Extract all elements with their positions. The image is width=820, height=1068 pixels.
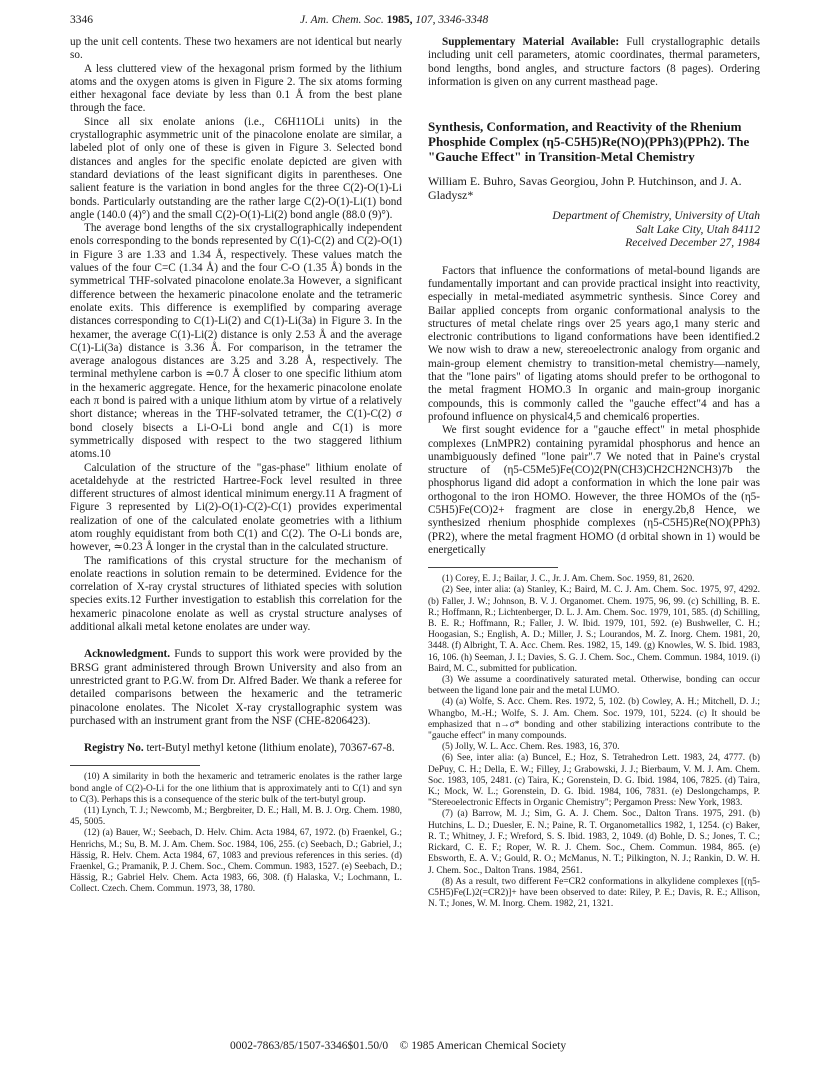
footnote: (8) As a result, two different Fe=CR2 conformations in alkylidene complexes [(η5-C5H5)Fe(L)2(=CR2)]+ have been observed to date: Riley, P. E.; Davis, R. E.; Allison, N. T.; Jones, W. M. Inorg. Chem. 1982, 21, 1321. xyxy=(428,876,760,910)
registry-numbers xyxy=(70,742,402,755)
author-list: William E. Buhro, Savas Georgiou, John P. Hutchinson, and J. A. Gladysz* xyxy=(428,174,742,203)
footnote: (3) We assume a coordinatively saturated metal. Otherwise, bonding can occur between the ligand lone pair and the metal LUMO. xyxy=(428,675,760,697)
body-paragraph: A less cluttered view of the hexagonal prism formed by the lithium atoms and the oxygen atoms is given in Figure 2. The six atoms forming either hexagonal face deviate by less than 0.1 Å from the best plane through the face. xyxy=(70,62,402,115)
footnotes-right xyxy=(428,574,760,910)
running-header xyxy=(70,14,770,30)
body-paragraph: We first sought evidence for a "gauche effect" in metal phosphide complexes (LnMPR2) containing pyramidal phosphorus and hence an unambiguously defined "lone pair".7 We noted that in Paine's crystal structure of (η5-C5Me5)Fe(CO)2(PN(CH3)CH2CH2NCH3)7b the phosphorus ligand did adopt a conformation in which the lone pair was orthogonal to the iron HOMO. However, the three HOMOs of the (η5-C5H5)Fe(CO)2+ fragment are close in energy.2b,8 Hence, we synthesized rhenium phosphide complexes (η5-C5H5)Re(NO)(PPh3)(PR2), where the metal fragment HOMO (d orbital shown in 1) would be energetically xyxy=(428,424,760,556)
footnote: (6) See, inter alia: (a) Buncel, E.; Hoz, S. Tetrahedron Lett. 1983, 24, 4777. (b) DePuy, C. H.; Della, E. W.; Filley, J.; Grabowski, J. J.; Bierbaum, V. M. J. Am. Chem. Soc. 1983, 105, 2481. (c) Taira, K.; Gorenstein, D. G. Ibid. 1984, 106, 7825. (d) Taira, K.; Mock, W. L.; Gorenstein, D. G. Ibid. 1984, 106, 7831. (e) Deslongchamps, P. "Stereoelectronic Effects in Organic Chemistry"; Pergamon Press: New York, 1983. xyxy=(428,753,760,809)
affiliation-city: Salt Lake City, Utah 84112 xyxy=(635,223,760,236)
copyright-notice: © 1985 American Chemical Society xyxy=(399,1040,567,1052)
footnote: (4) (a) Wolfe, S. Acc. Chem. Res. 1972, 5, 102. (b) Cowley, A. H.; Mitchell, D. J.; Whangbo, M.-H.; Wolfe, S. J. Am. Chem. Soc. 1979, 101, 5224. (c) It should be emphasized that n→σ* bonding and other stabilizing interactions contribute to the "gauche effect" in many compounds. xyxy=(428,697,760,742)
supplementary-label: Supplementary Material Available: xyxy=(442,36,620,48)
body-paragraph: The ramifications of this crystal structure for the mechanism of enolate reactions in solution remain to be determined. Evidence for the correlation of X-ray crystal structures of lithiated species with solution species exits.12 Further investigation to establish this correlation for the hexameric pinacolone enolate as well as crystal structure analyses of additional alkali metal ketone enolates are under way. xyxy=(70,554,402,634)
right-column xyxy=(428,36,760,910)
footnote-rule xyxy=(428,567,558,568)
affiliation xyxy=(428,210,760,237)
footnote-rule xyxy=(70,765,200,766)
footnote: (11) Lynch, T. J.; Newcomb, M.; Bergbreiter, D. E.; Hall, M. B. J. Org. Chem. 1980, 45, 5005. xyxy=(70,806,402,828)
journal-volume-pages: 107, 3346-3348 xyxy=(415,14,489,26)
footnote: (2) See, inter alia: (a) Stanley, K.; Baird, M. C. J. Am. Chem. Soc. 1975, 97, 4292. (b) Faller, J. W.; Johnson, B. V. J. Organomet. Chem. 1975, 96, 99. (c) Schilling, B. E. R.; Hoffmann, R.; Lichtenberger, D. L. J. Am. Chem. Soc. 1979, 101, 585. (d) Schilling, B. E. R.; Hoffmann, R.; Faller, J. W. Ibid. 1979, 101, 592. (e) Bushweller, C. H.; Hoogasian, S.; English, A. D.; Miller, J. S.; Lourandos, M. Z. Inorg. Chem. 1981, 20, 3448. (f) Albright, T. A. Acc. Chem. Res. 1982, 15, 149. (g) Knowles, W. S. Ibid. 1983, 16, 106. (h) Seeman, J. I.; Davies, S. G. J. Chem. Soc., Chem. Commun. 1984, 1019. (i) Baird, M. C., submitted for publication. xyxy=(428,585,760,674)
journal-name: J. Am. Chem. Soc. xyxy=(300,14,384,26)
affiliation-department: Department of Chemistry, University of Utah xyxy=(552,210,760,223)
article-title: Synthesis, Conformation, and Reactivity of the Rhenium Phosphide Complex (η5-C5H5)Re(NO)(PPh3)(PPh2). The "Gauche Effect" in Transition-Metal Chemistry xyxy=(428,119,750,165)
footnote: (12) (a) Bauer, W.; Seebach, D. Helv. Chim. Acta 1984, 67, 1972. (b) Fraenkel, G.; Henrichs, M.; Su, B. M. J. Am. Chem. Soc. 1984, 106, 255. (c) Seebach, D.; Gabriel, J.; Hässig, R. Helv. Chem. Acta 1984, 67, 1083 and previous references in this series. (d) Fraenkel, G.; Pramanik, P. J. Chem. Soc., Chem. Commun. 1983, 1527. (e) Seebach, D.; Hässig, R.; Gabriel Helv. Chem. Acta 1983, 66, 308. (f) Halaska, V.; Lochmann, L. Collect. Czech. Chem. Commun. 1973, 38, 1780. xyxy=(70,828,402,895)
page-number: 3346 xyxy=(70,14,93,26)
body-paragraph: Since all six enolate anions (i.e., C6H11OLi units) in the crystallographic asymmetric unit of the pinacolone enolate are similar, a labeled plot of only one of these is given in Figure 3. Selected bond distances and angles for the specific enolate depicted are given with standard deviations of the least significant digits in parentheses. One salient feature is the variation in bond angles for the three C(2)-O(1)-Li bonds. Particularly outstanding are the rather large C(2)-O(1)-Li(1) bond angle (140.0 (4)°) and the small C(2)-O(1)-Li(2) bond angle (88.0 (9)°). xyxy=(70,115,402,221)
footnote: (7) (a) Barrow, M. J.; Sim, G. A. J. Chem. Soc., Dalton Trans. 1975, 291. (b) Hutchins, L. D.; Duesler, E. N.; Paine, R. T. Organometallics 1982, 1, 1254. (c) Baker, R. T.; Whitney, J. F.; Wreford, S. S. Ibid. 1983, 2, 1049. (d) Bohle, D. S.; Jones, T. C.; Rickard, C. E. F.; Roper, W. R. J. Chem. Soc., Chem. Commun. 1984, 865. (e) Ebsworth, E. A. V.; Gould, R. O.; McManus, N. T.; Pilkington, N. J.; Rankin, D. W. H. J. Chem. Soc., Dalton Trans. 1984, 2561. xyxy=(428,809,760,876)
footnotes-left xyxy=(70,772,402,895)
journal-reference xyxy=(300,14,488,26)
acknowledgment-text: Funds to support this work were provided by the BRSG grant administered through Brown University and also from an unrestricted grant to P.G.W. from Dr. Alfred Bader. We thank a referee for detailed comparisons between the hexameric and the tetrameric pinacolone enolates. The Nicolet X-ray crystallographic system was purchased with an instrument grant from the NSF (CHE-8206423). xyxy=(70,648,403,727)
received-date: Received December 27, 1984 xyxy=(625,237,760,250)
acknowledgment-label: Acknowledgment. xyxy=(84,648,171,661)
footnote: (5) Jolly, W. L. Acc. Chem. Res. 1983, 16, 370. xyxy=(442,742,620,753)
body-paragraph: up the unit cell contents. These two hexamers are not identical but nearly so. xyxy=(70,36,402,62)
registry-text: tert-Butyl methyl ketone (lithium enolate), 70367-67-8. xyxy=(146,742,395,755)
journal-year: 1985, xyxy=(386,14,413,26)
page-footer xyxy=(230,1040,630,1052)
footnote: (10) A similarity in both the hexameric and tetrameric enolates is the rather large bond angle of C(2)-O-Li for the one lithium that is approximately anti to C(1) and syn to C(3). Perhaps this is a consequence of the steric bulk of the tert-butyl group. xyxy=(70,772,402,805)
supplementary-material xyxy=(428,36,760,89)
supplementary-text: Full crystallographic details including unit cell parameters, atomic coordinates, thermal parameters, bond lengths, bond angles, and structure factors (8 pages). Ordering information is given on any current masthead page. xyxy=(428,36,760,88)
article-code: 0002-7863/85/1507-3346$01.50/0 xyxy=(230,1040,389,1052)
footnote: (1) Corey, E. J.; Bailar, J. C., Jr. J. Am. Chem. Soc. 1959, 81, 2620. xyxy=(442,574,695,585)
body-paragraph: Calculation of the structure of the "gas-phase" lithium enolate of acetaldehyde at the restricted Hartree-Fock level resulted in three different structures of almost identical minimum energy.11 A fragment of Figure 3 represented by Li(2)-O(1)-C(2)-C(1) provides experimental realization of one of the calculated enolate geometries with a lithium atom roughly equidistant from both C(1) and C(2). The O-Li bonds are, however, ≃0.23 Å longer in the crystal than in the calculated structure. xyxy=(70,461,402,554)
body-paragraph: The average bond lengths of the six crystallographically independent enols corresponding to the bonds represented by C(1)-C(2) and C(2)-O(1) in Figure 3 are 1.33 and 1.34 Å, respectively. These values match the values of the four C=C (1.34 Å) and the four C-O (1.35 Å) bonds in the symmetrical THF-solvated pinacolone enolate.3a However, a significant difference between the hexameric pinacolone enolate and the tetrameric enolate exits. This difference is exemplified by comparing average distances corresponding to C(1)-Li(2) and C(1)-Li(3a) in Figure 3. In the hexamer, the average C(1)-Li(2) distance is only 2.53 Å and the average C(1)-Li(3a) distance is 3.36 Å. For comparison, in the tetramer the average analogous distances are 3.25 and 3.28 Å, respectively. The terminal methylene carbon is ≃0.7 Å closer to one specific lithium atom in the hexameric aggregate. Hence, for the hexameric pinacolone enolate each π bond is paired with a unique lithium atom by virtue of a relatively short distance; whereas in the THF-solvated tetramer, the C(1)-C(2) σ bond closely bisects a Li-O-Li bond angle and C(1) is more symmetrically disposed with respect to the two staggered lithium atoms.10 xyxy=(70,222,402,461)
body-paragraph: Factors that influence the conformations of metal-bound ligands are fundamentally important and can provide practical insight into reactivity, especially in metal-mediated asymmetric synthesis. Since Corey and Bailar applied concepts from organic conformational analysis to the structures of metal chelate rings over 25 years ago,1 many steric and electronic contributions to ligand conformations have been identified.2 We now wish to draw a new, stereoelectronic analogy from organic and main-group element chemistry to transition-metal chemistry—namely, that the "lone pairs" of ligating atoms should prefer to be orthogonal to the metal fragment HOMO.3 In organic and main-group inorganic compounds, this is commonly called the "gauche effect"4 and has a profound influence on physical4,5 and chemical6 properties. xyxy=(428,264,760,423)
left-column xyxy=(70,36,402,896)
registry-label: Registry No. xyxy=(84,742,144,755)
acknowledgment xyxy=(70,648,402,728)
